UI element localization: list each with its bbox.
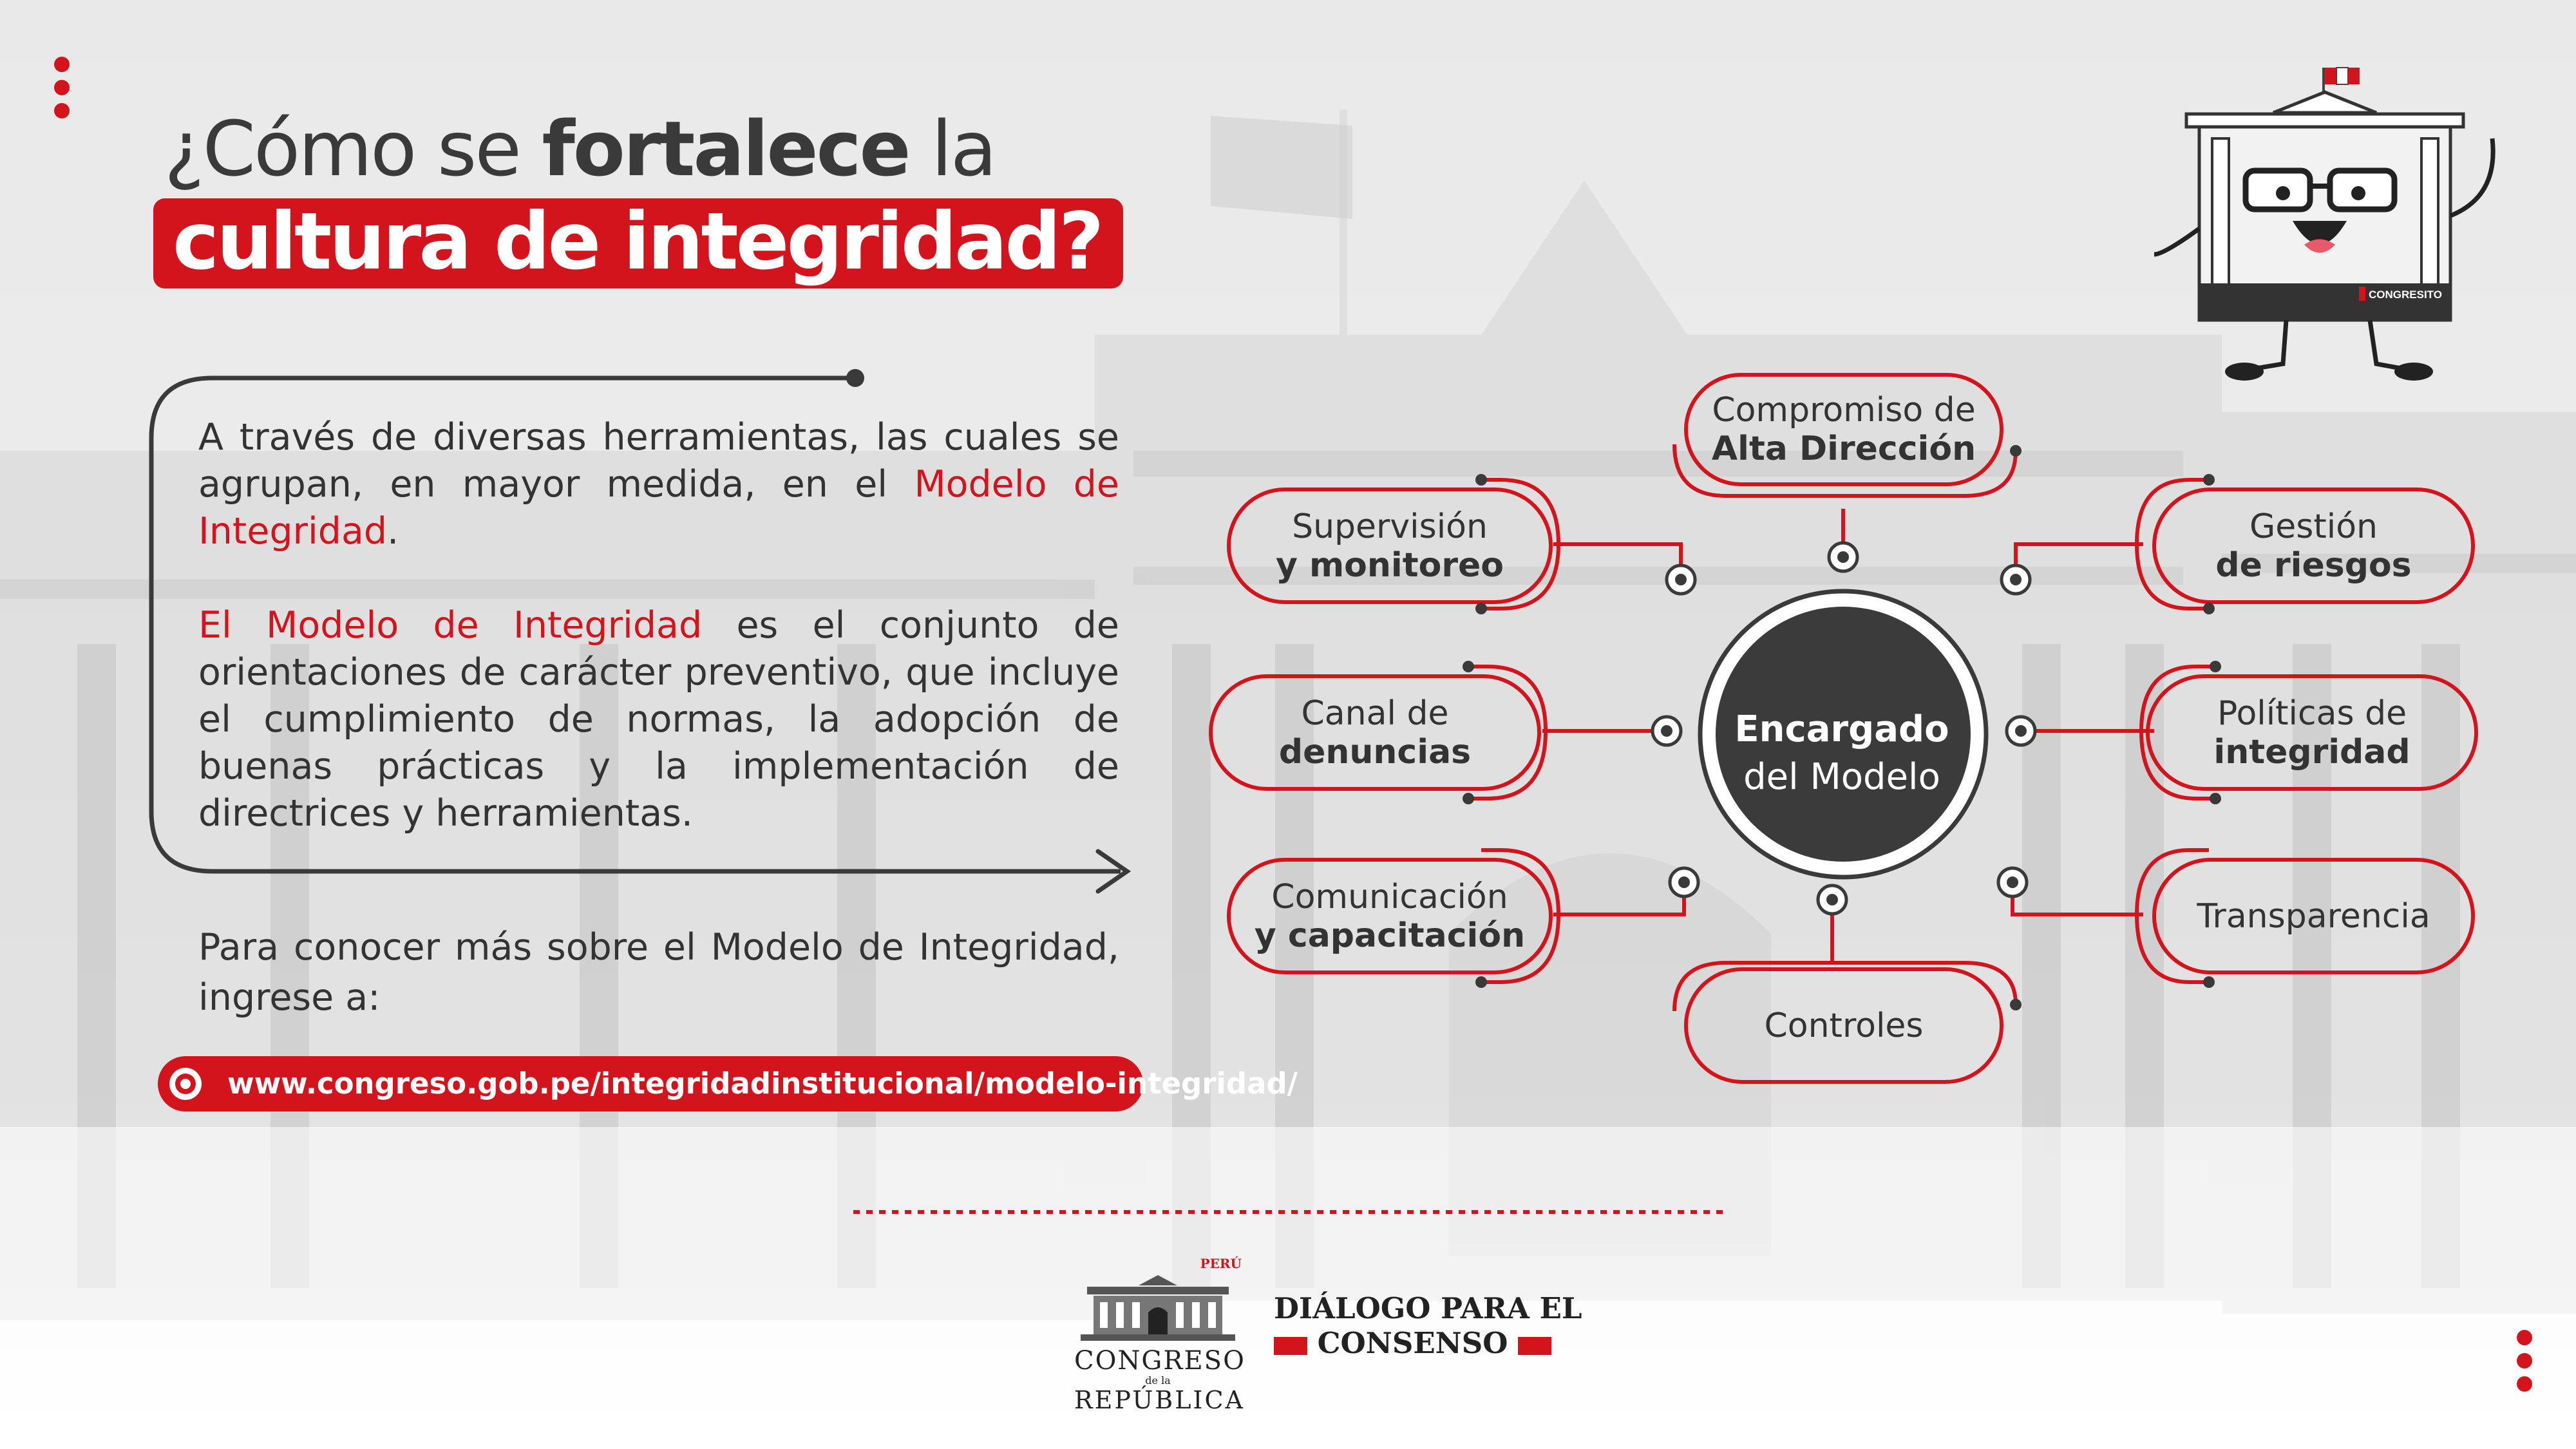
node-canal: Canal de denuncias <box>1278 694 1472 772</box>
title-line-1: ¿Cómo se fortalece la <box>164 104 996 193</box>
node-transparencia: Transparencia <box>2197 896 2430 936</box>
node-politicas: Políticas de integridad <box>2213 694 2410 772</box>
footer-divider <box>853 1206 1729 1218</box>
node-compromiso: Compromiso de Alta Dirección <box>1711 391 1976 468</box>
congresito-mascot <box>2125 61 2524 396</box>
center-node-label: Encargado del Modelo <box>1734 708 1949 798</box>
node-supervision: Supervisión y monitoreo <box>1276 507 1504 585</box>
node-comunicacion: Comunicación y capacitación <box>1254 877 1526 955</box>
node-controles: Controles <box>1764 1006 1924 1045</box>
congreso-logo: PERÚ CONGRESO de la REPÚBLICA <box>1074 1256 1245 1414</box>
paragraph-intro: A través de diversas herramientas, las cuales se agrupan, en mayor medida, en el Modelo de Integridad. <box>198 416 1119 553</box>
node-gestion: Gestión de riesgos <box>2215 507 2412 585</box>
paragraph-more-info: Para conocer más sobre el Modelo de Integridad, ingrese a: <box>198 926 1119 1019</box>
link-url: www.congreso.gob.pe/integridadinstitucional/modelo-integridad/ <box>227 1066 1298 1101</box>
paragraph-definition: El Modelo de Integridad es el conjunto de orientaciones de carácter preventivo, que incluye el cumplimiento de normas, la adopción de buenas prácticas y la implementación de directrices y herramientas. <box>198 604 1120 835</box>
svg-text:CONGRESITO: CONGRESITO <box>2369 289 2442 301</box>
congress-building-icon <box>1081 1273 1235 1343</box>
dialogo-logo: DIÁLOGO PARA EL CONSENSO <box>1274 1291 1582 1360</box>
title-line-2: cultura de integridad? <box>153 198 1123 289</box>
